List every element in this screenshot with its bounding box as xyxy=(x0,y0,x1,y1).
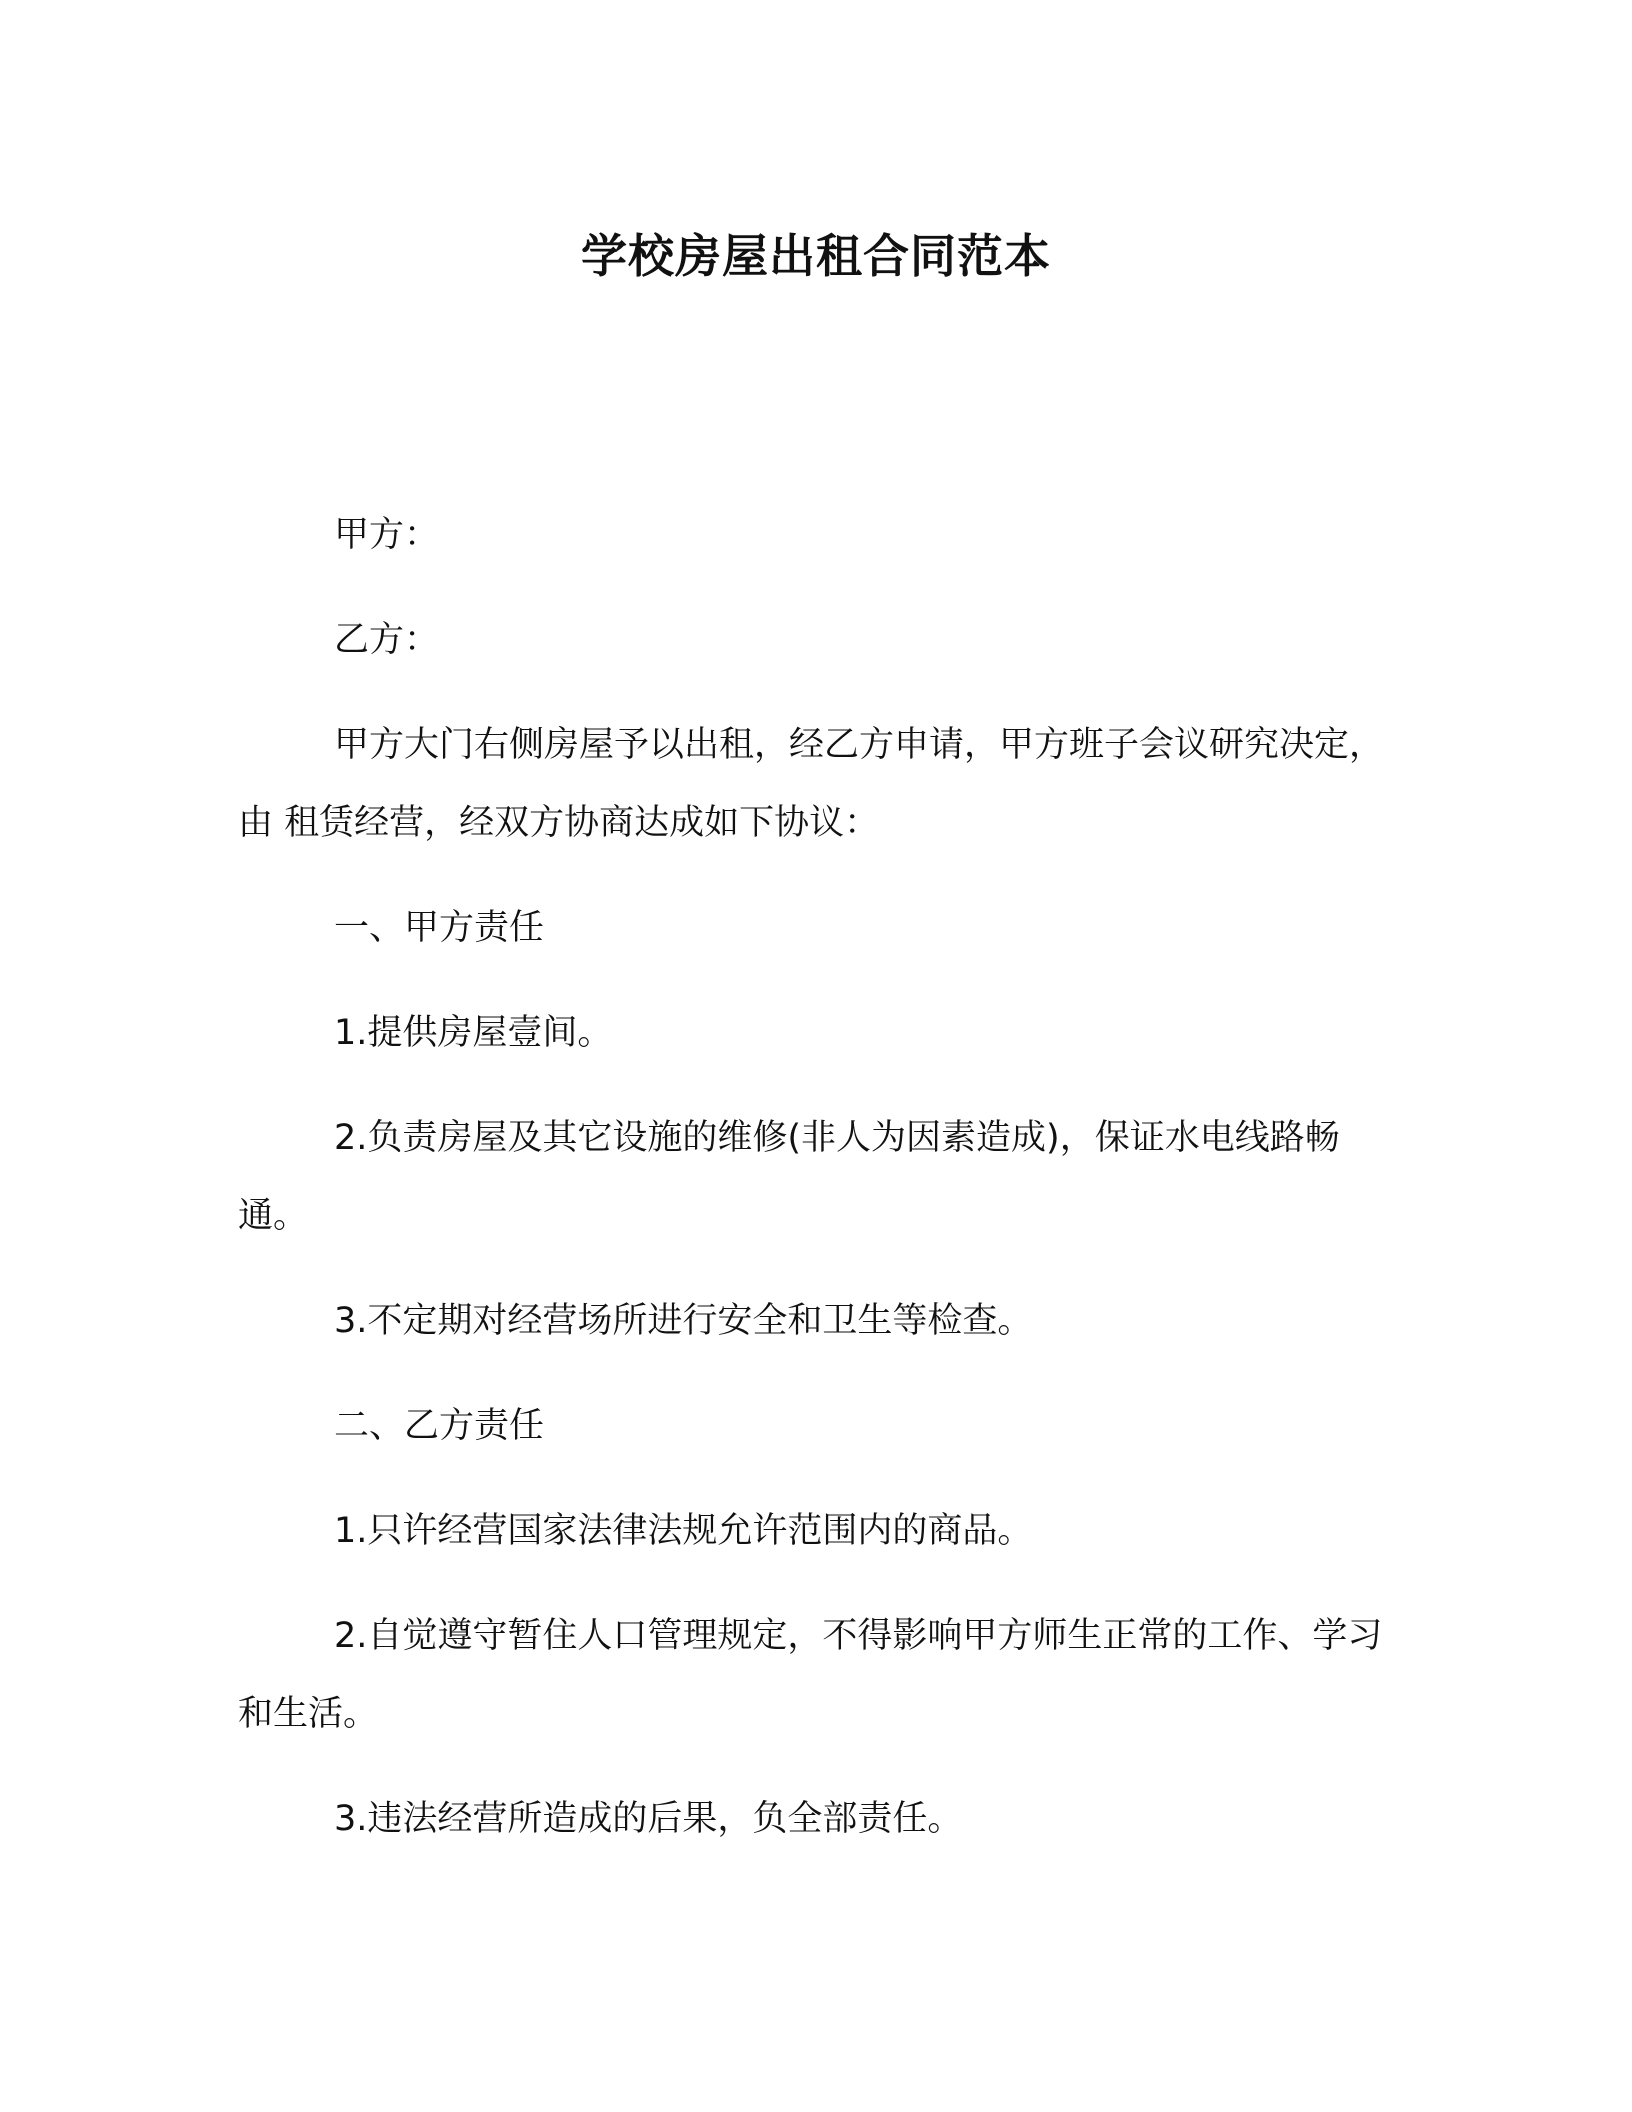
clause-a-1: 1.提供房屋壹间。 xyxy=(334,1013,613,1053)
clause-b-2: 2.自觉遵守暂住人口管理规定，不得影响甲方师生正常的工作、学习和生活。 xyxy=(238,1616,1383,1734)
section-heading-party-b: 二、乙方责任 xyxy=(334,1406,545,1446)
party-a-line: 甲方： xyxy=(334,515,440,555)
document-title: 学校房屋出租合同范本 xyxy=(581,229,1051,283)
intro-paragraph: 甲方大门右侧房屋予以出租，经乙方申请，甲方班子会议研究决定，由 租赁经营，经双方协商达成如下协议： xyxy=(238,725,1385,843)
clause-b-1: 1.只许经营国家法律法规允许范围内的商品。 xyxy=(334,1511,1033,1551)
party-b-line: 乙方： xyxy=(334,620,440,660)
clause-a-3: 3.不定期对经营场所进行安全和卫生等检查。 xyxy=(334,1301,1033,1341)
clause-a-2: 2.负责房屋及其它设施的维修(非人为因素造成)，保证水电线路畅通。 xyxy=(238,1118,1340,1236)
clause-b-3: 3.违法经营所造成的后果，负全部责任。 xyxy=(334,1799,963,1839)
section-heading-party-a: 一、甲方责任 xyxy=(334,908,545,948)
document-body xyxy=(238,496,1398,1885)
